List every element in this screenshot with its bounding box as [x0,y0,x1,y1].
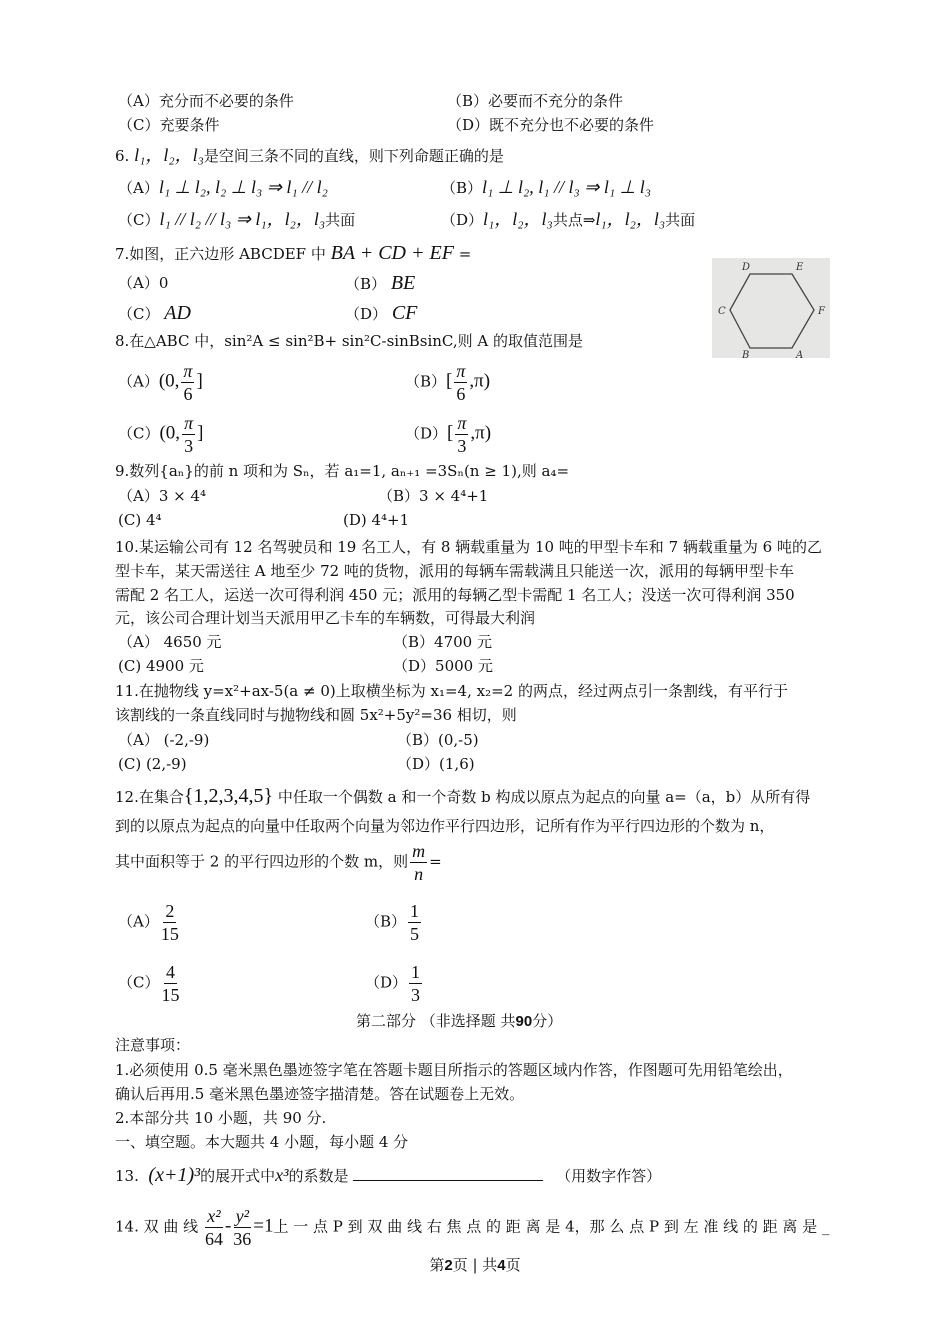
q10-option-a: （A） 4650 元 [118,633,222,651]
numerator: 2 [165,901,175,921]
q9-option-d: (D) 4⁴+1 [343,511,410,529]
fraction [161,900,179,945]
bracket: [ [446,370,453,392]
option-math: l₁，l₂，l₃ [483,209,553,229]
q9-option-b: （B）3 × 4⁴+1 [378,487,489,505]
notice-item-1: 1.必须使用 0.5 毫米黑色墨迹签字笔在答题卡题目所指示的答题区域内作答，作图题可先用铅笔绘出， [115,1061,793,1079]
numerator: 1 [410,901,420,921]
q8-option-c [118,412,203,457]
numerator: m [412,841,426,861]
bracket: [ [447,422,454,444]
fraction [410,840,427,885]
q14-text: 上 一 点 P 到 双 曲 线 右 焦 点 的 距 离 是 4，那 么 点 P 到 左 准 线 的 距 离 是 _ [273,1217,830,1236]
denominator: n [414,864,424,884]
option-label: （A） [118,912,159,931]
option-text: 共面 [325,211,356,229]
bracket: ] [196,370,203,392]
numerator: π [457,413,467,433]
q6-lines: l₁，l₂，l₃ [134,145,204,165]
option-text: 共点⇒ [552,211,596,229]
vertex-label: B [742,350,750,358]
q12-line3 [115,840,442,885]
vertex-label: C [718,306,726,317]
q10-option-c: (C) 4900 元 [118,657,204,675]
q12-text: 中任取一个偶数 a 和一个奇数 b 构成以原点为起点的向量 a=（a，b）从所有得 [277,788,811,806]
q7-vector-expr: BA + CD + EF [330,242,454,264]
q10-line: 元，该公司合理计划当天派用甲乙卡车的车辆数，可得最大利润 [115,609,536,627]
option-label: （C） [118,973,160,992]
denominator: 3 [184,436,194,456]
footer-text: 页 | 共 [452,1256,498,1274]
q12-option-b [365,900,423,945]
option-math: l₁，l₂，l₃ [595,209,666,229]
denominator: 6 [183,384,193,404]
answer-blank[interactable] [353,1164,543,1181]
q6-option-a [118,177,328,198]
q6-option-c [118,209,355,230]
q12-text: 12.在集合 [115,788,184,806]
q9-stem: 9.数列{aₙ}的前 n 项和为 Sₙ，若 a₁=1, aₙ₊₁ =3Sₙ(n ≥ 1),则 a₄= [115,462,570,480]
q11-option-a: （A） (-2,-9) [118,731,210,749]
q12-option-d [365,961,424,1006]
q14 [115,1205,829,1250]
vertex-label: A [796,350,804,358]
vertex-label: F [818,306,825,317]
q10-line: 10.某运输公司有 12 名驾驶员和 19 名工人，有 8 辆载重量为 10 吨的甲型卡车和 7 辆载重量为 6 吨的乙 [115,538,822,556]
q6-text: 是空间三条不同的直线，则下列命题正确的是 [203,147,504,165]
q7-stem [115,243,471,264]
numerator: 1 [411,962,421,982]
option-label: （C） [118,305,160,323]
option-label: （B） [405,372,447,391]
option-math: AD [164,302,191,324]
q11-line: 该割线的一条直线同时与抛物线和圆 5x²+5y²=36 相切，则 [115,706,517,724]
fraction [182,412,195,457]
part2-title-text: 分） [532,1012,563,1030]
fraction [455,412,468,457]
q7-option-a: （A）0 [118,274,169,292]
bracket: ] [197,422,204,444]
q6-option-d [441,209,695,230]
q13 [115,1164,661,1186]
option-label: （A） [118,179,159,197]
fraction [408,900,421,945]
q13-term: x³ [275,1165,289,1185]
denominator: 36 [233,1229,252,1249]
q7-option-c [118,303,191,324]
option-label: （A） [118,372,159,391]
vertex-label: E [796,262,804,273]
q10-option-b: （B）4700 元 [393,633,492,651]
q10-option-d: （D）5000 元 [393,657,493,675]
denominator: 64 [204,1229,223,1249]
option-label: （D） [441,211,484,229]
q10-line: 需配 2 名工人，运送一次可得利润 450 元；派用的每辆乙型卡需配 1 名工人；没送一次可得利润 350 [115,586,795,604]
q9-option-a: （A）3 × 4⁴ [118,487,207,505]
fraction [454,360,467,405]
notice-heading: 注意事项： [115,1036,191,1054]
q11-line: 11.在抛物线 y=x²+ax-5(a ≠ 0)上取横坐标为 x₁=4, x₂=2 的两点，经过两点引一条割线，有平行于 [115,682,788,700]
q12-option-a [118,900,181,945]
option-text: 共面 [665,211,696,229]
q8-option-a [118,360,203,405]
q5-option-b: （B）必要而不充分的条件 [447,92,624,110]
numerator: π [456,361,466,381]
vertex-label: D [742,262,751,273]
q13-text: 的系数是 [288,1167,349,1185]
q7-text: 7.如图，正六边形 ABCDEF 中 [115,245,326,263]
fraction [409,961,422,1006]
denominator: 5 [410,924,420,944]
q5-option-c: （C）充要条件 [118,116,220,134]
q7-option-d [345,303,417,324]
q14-text: 14. 双 曲 线 [115,1217,199,1236]
option-label: （D） [365,973,408,992]
total-pages: 4 [497,1257,506,1274]
option-label: （D） [405,424,448,443]
q10-line: 型卡车，某天需送往 A 地至少 72 吨的货物，派用的每辆车需载满且只能送一次，派用的每辆甲型卡车 [115,562,794,580]
equals-one: =1 [253,1215,274,1237]
option-math: CF [391,302,418,324]
page-number: 2 [444,1257,453,1274]
bracket: ,π) [470,422,492,444]
q5-option-a: （A）充分而不必要的条件 [118,92,294,110]
option-label: （C） [118,211,160,229]
denominator: 15 [160,924,179,944]
notice-item-2: 2.本部分共 10 小题，共 90 分. [115,1109,327,1127]
q11-option-c: (C) (2,-9) [118,755,187,773]
numerator: π [184,413,194,433]
numerator: 4 [165,962,175,982]
option-label: （C） [118,424,160,443]
q11-option-b: （B）(0,-5) [397,731,479,749]
option-math: BE [390,272,416,294]
option-label: （B） [441,179,483,197]
q13-text: 的展开式中 [200,1167,276,1185]
q12-line1 [115,786,810,807]
q8-stem: 8.在△ABC 中，sin²A ≤ sin²B+ sin²C-sinBsinC,则 A 的取值范围是 [115,332,583,350]
q9-option-c: (C) 4⁴ [118,511,162,529]
q8-option-b [405,360,490,405]
fraction [181,360,194,405]
bracket: (0, [158,370,180,392]
hexagon-icon [712,258,830,358]
minus: - [224,1215,232,1237]
part2-score: 90 [515,1013,533,1030]
q13-note: （用数字作答） [556,1167,662,1185]
option-math: l₁ ⊥ l₂, l₁ // l₃ ⇒ l₁ ⊥ l₃ [482,177,652,197]
footer-text: 第 [429,1256,445,1274]
fraction [233,1205,251,1250]
part2-title-text: 第二部分 （非选择题 共 [356,1012,516,1030]
bracket: ,π) [469,370,491,392]
denominator: 3 [457,436,467,456]
q5-option-d: （D）既不充分也不必要的条件 [447,116,655,134]
q7-option-b [345,273,415,294]
footer-text: 页 [505,1256,521,1274]
q7-eq: = [458,245,472,263]
fraction [205,1205,223,1250]
q13-expr: (x+1)³ [148,1164,201,1186]
q12-line2: 到的以原点为起点的向量中任取两个向量为邻边作平行四边形，记所有作为平行四边形的个数为 n， [115,817,775,835]
q12-set: {1,2,3,4,5} [183,785,274,807]
q6-number: 6. [115,147,130,165]
option-math: l₁ // l₂ // l₃ ⇒ l₁，l₂，l₃ [159,209,326,229]
q6-option-b [441,177,651,198]
fraction [161,961,179,1006]
denominator: 3 [411,985,421,1005]
option-label: （B） [345,275,387,293]
q6-stem [115,145,504,166]
notice-item-1-cont: 确认后再用.5 毫米黑色墨迹签字描清楚。答在试题卷上无效。 [115,1085,525,1103]
q12-text: 其中面积等于 2 的平行四边形的个数 m，则 [115,852,409,871]
denominator: 6 [456,384,466,404]
q11-option-d: （D）(1,6) [397,755,475,773]
q12-option-c [118,961,181,1006]
q12-eq: = [429,852,442,871]
numerator: π [183,361,193,381]
q8-option-d [405,412,491,457]
section-heading: 一、填空题。本大题共 4 小题，每小题 4 分 [115,1133,409,1151]
numerator: x² [207,1206,221,1226]
numerator: y² [235,1206,249,1226]
page-footer [0,1255,950,1276]
option-label: （D） [345,305,388,323]
bracket: (0, [159,422,181,444]
option-math: l₁ ⊥ l₂, l₂ ⊥ l₃ ⇒ l₁ // l₂ [158,177,328,197]
q13-number: 13. [115,1167,139,1185]
part2-title [356,1011,562,1032]
denominator: 15 [161,985,180,1005]
option-label: （B） [365,912,407,931]
hexagon-figure [712,258,830,358]
